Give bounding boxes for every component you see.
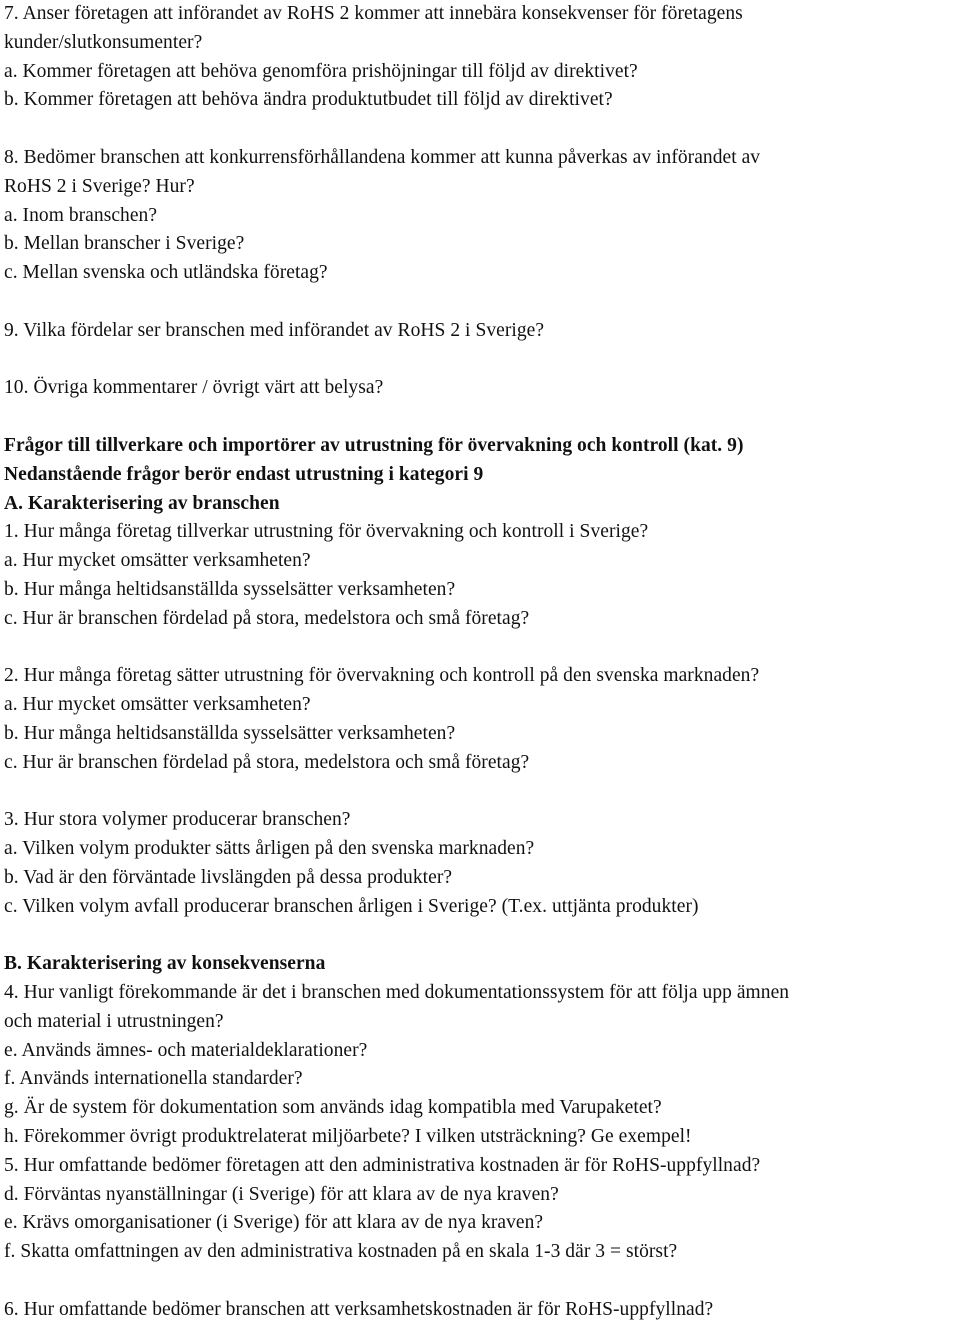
section-a-question-3 — [4, 806, 960, 921]
section-b-question-6-line: 6. Hur omfattande bedömer branschen att verksamhetskostnaden är för RoHS-uppfyllnad? — [4, 1298, 714, 1320]
section-a-question-2b: b. Hur många heltidsanställda sysselsätter verksamheten? — [4, 722, 456, 744]
section-a-question-2-line: 2. Hur många företag sätter utrustning för övervakning och kontroll på den svenska marknaden? — [4, 665, 760, 687]
section-a-heading: A. Karakterisering av branschen — [4, 492, 280, 514]
section-heading-line-2: Nedanstående frågor berör endast utrustning i kategori 9 — [4, 463, 484, 485]
document-page — [4, 0, 960, 1325]
section-a-question-1-line: 1. Hur många företag tillverkar utrustning för övervakning och kontroll i Sverige? — [4, 521, 649, 543]
section-b-question-4-line-1: 4. Hur vanligt förekommande är det i branschen med dokumentationssystem för att följa upp ämnen — [4, 982, 790, 1004]
section-b-question-5e: e. Krävs omorganisationer (i Sverige) för att klara av de nya kraven? — [4, 1212, 544, 1234]
section-a-question-2c: c. Hur är branschen fördelad på stora, medelstora och små företag? — [4, 751, 530, 773]
section-a-question-1c: c. Hur är branschen fördelad på stora, medelstora och små företag? — [4, 607, 530, 629]
section-a-question-2 — [4, 662, 960, 777]
section-a-question-3b: b. Vad är den förväntade livslängden på dessa produkter? — [4, 866, 453, 888]
section-b-question-4h: h. Förekommer övrigt produktrelaterat miljöarbete? I vilken utsträckning? Ge exempel! — [4, 1126, 692, 1148]
section-heading — [4, 432, 960, 518]
section-b-question-4e: e. Används ämnes- och materialdeklarationer? — [4, 1039, 368, 1061]
section-b-question-4g: g. Är de system för dokumentation som används idag kompatibla med Varupaketet? — [4, 1097, 662, 1119]
section-a-question-3-line: 3. Hur stora volymer producerar branschen? — [4, 809, 351, 831]
question-9 — [4, 317, 960, 346]
question-7b: b. Kommer företagen att behöva ändra produktutbudet till följd av direktivet? — [4, 89, 613, 111]
section-b-question-5d: d. Förväntas nyanställningar (i Sverige) för att klara av de nya kraven? — [4, 1183, 559, 1205]
question-10 — [4, 374, 960, 403]
question-8 — [4, 144, 960, 288]
section-b-question-4-line-2: och material i utrustningen? — [4, 1010, 224, 1032]
section-a-question-1 — [4, 518, 960, 633]
section-b-heading: B. Karakterisering av konsekvenserna — [4, 953, 326, 975]
question-7 — [4, 0, 960, 115]
section-b-question-6 — [4, 1296, 960, 1325]
question-7-line-1: 7. Anser företagen att införandet av RoHS 2 kommer att innebära konsekvenser för företagens — [4, 3, 743, 24]
question-8c: c. Mellan svenska och utländska företag? — [4, 262, 328, 284]
section-a-question-3a: a. Vilken volym produkter sätts årligen på den svenska marknaden? — [4, 838, 535, 860]
question-10-line-1: 10. Övriga kommentarer / övrigt värt att belysa? — [4, 377, 384, 399]
section-b-question-5: 5. Hur omfattande bedömer företagen att den administrativa kostnaden är för RoHS-uppfyllnad? — [4, 1154, 761, 1176]
question-8-line-2: RoHS 2 i Sverige? Hur? — [4, 175, 195, 197]
section-a-question-1a: a. Hur mycket omsätter verksamheten? — [4, 550, 311, 572]
question-8-line-1: 8. Bedömer branschen att konkurrensförhållandena kommer att kunna påverkas av införandet av — [4, 146, 761, 168]
question-8b: b. Mellan branscher i Sverige? — [4, 233, 245, 255]
question-9-line-1: 9. Vilka fördelar ser branschen med införandet av RoHS 2 i Sverige? — [4, 319, 545, 341]
section-b — [4, 950, 960, 1267]
section-heading-line-1: Frågor till tillverkare och importörer av utrustning för övervakning och kontroll (kat. 9) — [4, 434, 744, 456]
section-b-question-5f: f. Skatta omfattningen av den administrativa kostnaden på en skala 1-3 där 3 = störst? — [4, 1241, 678, 1263]
section-a-question-1b: b. Hur många heltidsanställda sysselsätter verksamheten? — [4, 578, 456, 600]
question-8a: a. Inom branschen? — [4, 204, 158, 226]
question-7-line-2: kunder/slutkonsumenter? — [4, 31, 203, 53]
section-b-question-4f: f. Används internationella standarder? — [4, 1068, 303, 1090]
question-7a: a. Kommer företagen att behöva genomföra prishöjningar till följd av direktivet? — [4, 60, 638, 82]
section-a-question-2a: a. Hur mycket omsätter verksamheten? — [4, 694, 311, 716]
section-a-question-3c: c. Vilken volym avfall producerar branschen årligen i Sverige? (T.ex. uttjänta produkter) — [4, 895, 699, 917]
